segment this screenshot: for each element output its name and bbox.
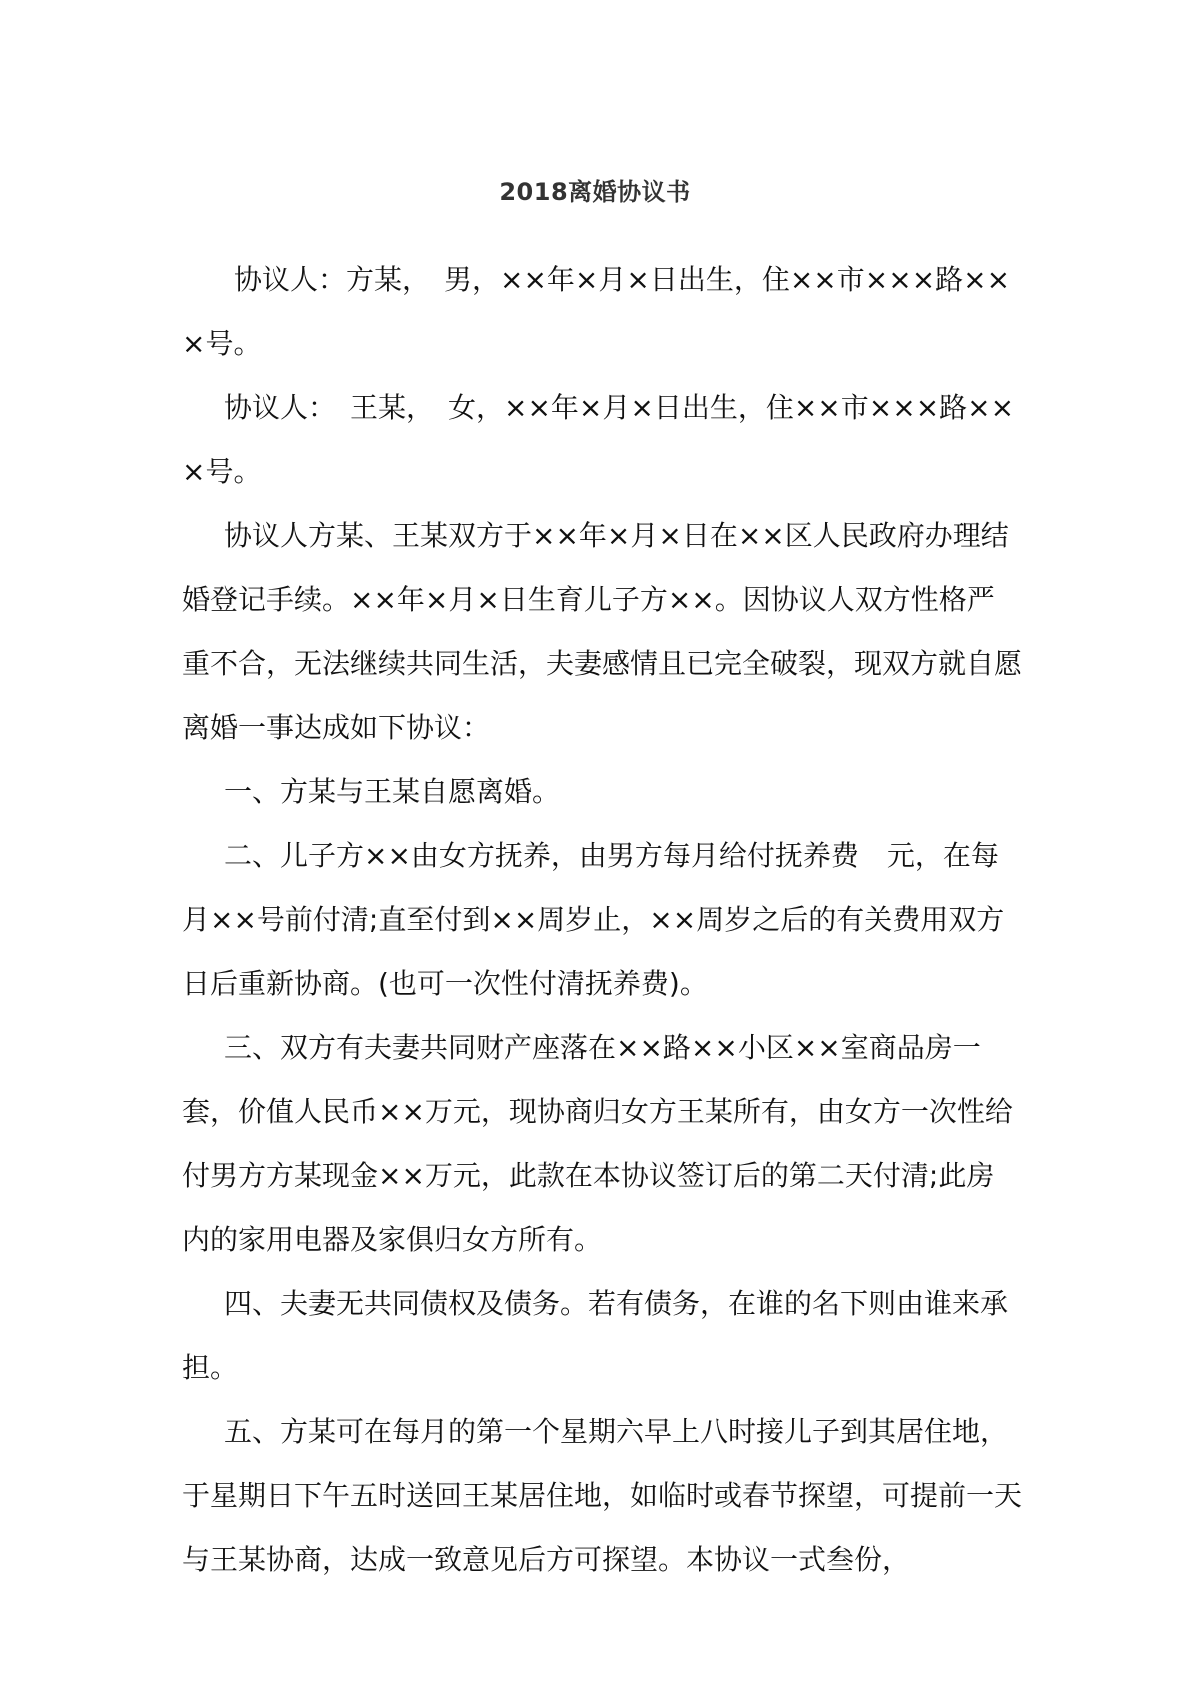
document-body: [182, 248, 1022, 1592]
clause-4: 四、夫妻无共同债权及债务。若有债务，在谁的名下则由谁来承担。: [182, 1287, 1009, 1384]
document-title: 2018离婚协议书: [499, 178, 691, 206]
party-b-line: 协议人： 王某， 女，××年×月×日出生，住××市×××路×××号。: [182, 391, 1015, 488]
clause-1: 一、方某与王某自愿离婚。: [224, 775, 561, 808]
clause-3: 三、双方有夫妻共同财产座落在××路××小区××室商品房一套，价值人民币××万元，现协商归女方王某所有，由女方一次性给付男方方某现金××万元，此款在本协议签订后的第二天付清;此房内的家用电器及家俱归女方所有。: [182, 1031, 1013, 1256]
clause-2: 二、儿子方××由女方抚养，由男方每月给付抚养费 元，在每月××号前付清;直至付到××周岁止，××周岁之后的有关费用双方日后重新协商。(也可一次性付清抚养费)。: [182, 839, 1005, 1000]
preamble-paragraph: 协议人方某、王某双方于××年×月×日在××区人民政府办理结婚登记手续。××年×月×日生育儿子方××。因协议人双方性格严重不合，无法继续共同生活，夫妻感情且已完全破裂，现双方就自愿离婚一事达成如下协议：: [182, 519, 1023, 744]
party-a-line: 协议人：方某， 男，××年×月×日出生，住××市×××路×××号。: [182, 263, 1011, 360]
clause-5: 五、方某可在每月的第一个星期六早上八时接儿子到其居住地，于星期日下午五时送回王某居住地，如临时或春节探望，可提前一天与王某协商，达成一致意见后方可探望。本协议一式叁份，: [182, 1415, 1023, 1576]
